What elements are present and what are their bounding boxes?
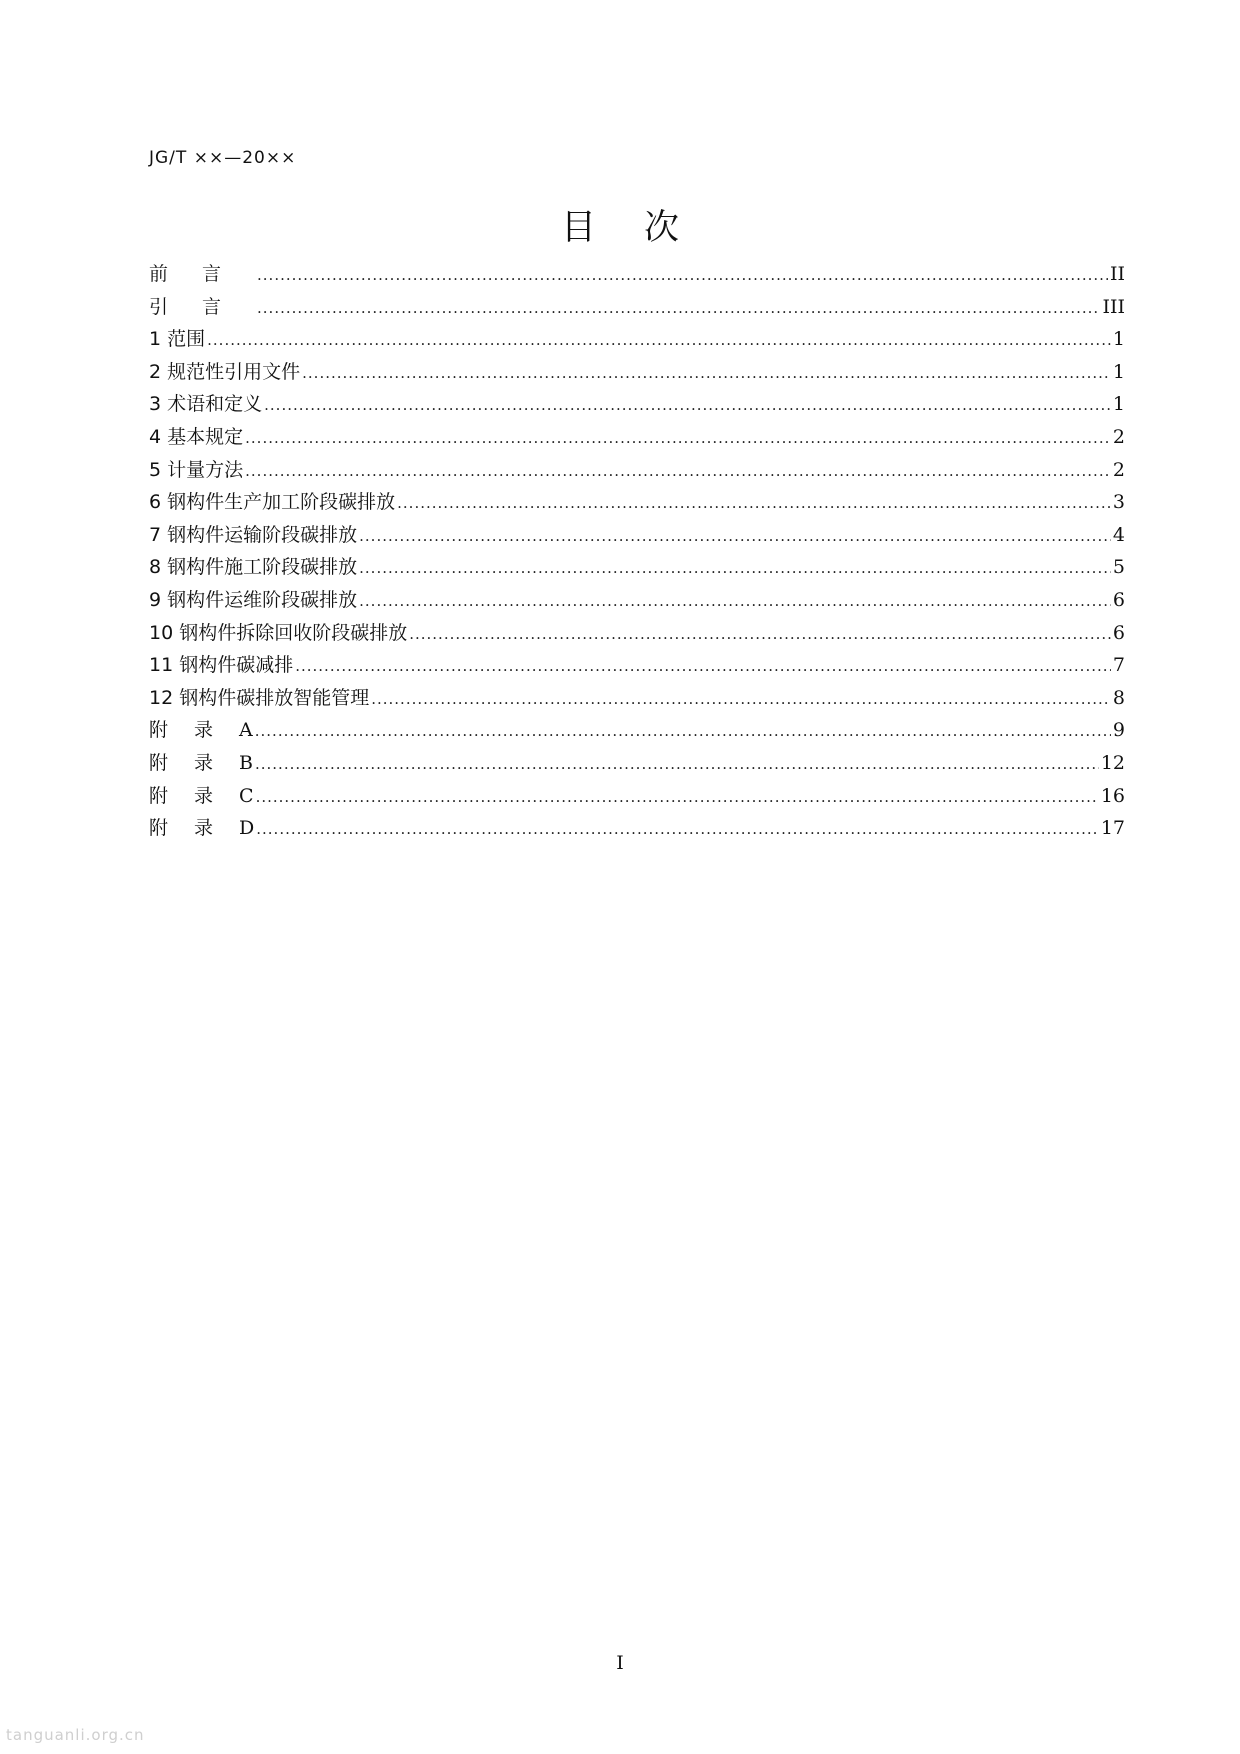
toc-entry-label: 8 钢构件施工阶段碳排放 [149,556,358,579]
table-of-contents [149,258,1125,845]
toc-entry-label: 5 计量方法 [149,458,244,481]
toc-entry-appendix-d[interactable] [149,812,1125,845]
toc-dot-leader [264,389,1111,422]
toc-entry-label [149,714,253,747]
toc-dot-leader [256,813,1099,846]
toc-entry-page: 4 [1112,523,1125,546]
toc-entry-9[interactable] [149,584,1125,617]
appendix-word: 附录 [149,719,240,742]
appendix-letter: D [239,817,255,840]
toc-entry-label: 12 钢构件碳排放智能管理 [149,686,370,709]
toc-entry-6[interactable] [149,486,1125,519]
toc-dot-leader [397,487,1111,520]
toc-entry-page: 3 [1112,491,1125,514]
toc-dot-leader [371,683,1111,716]
toc-dot-leader [245,455,1111,488]
toc-entry-label: 1 范围 [149,328,206,351]
toc-entry-page: 1 [1112,393,1125,416]
toc-dot-leader [257,259,1108,292]
toc-dot-leader [257,292,1100,325]
toc-dot-leader [359,520,1111,553]
toc-entry-page: 1 [1112,328,1125,351]
toc-dot-leader [256,781,1099,814]
watermark: tanguanli.org.cn [6,1726,145,1744]
appendix-letter: B [239,751,253,774]
toc-entry-page: 17 [1100,817,1125,840]
toc-entry-4[interactable] [149,421,1125,454]
toc-entry-label: 9 钢构件运维阶段碳排放 [149,588,358,611]
toc-entry-label [149,780,254,813]
toc-entry-1[interactable] [149,323,1125,356]
toc-entry-3[interactable] [149,388,1125,421]
toc-entry-appendix-b[interactable] [149,747,1125,780]
toc-entry-8[interactable] [149,551,1125,584]
toc-entry-appendix-a[interactable] [149,714,1125,747]
appendix-word: 附录 [149,784,240,807]
toc-entry-11[interactable] [149,649,1125,682]
toc-entry-page: 7 [1112,654,1125,677]
toc-dot-leader [302,357,1111,390]
toc-entry-10[interactable] [149,617,1125,650]
toc-entry-page: 16 [1100,784,1125,807]
toc-entry-label: 11 钢构件碳减排 [149,654,294,677]
toc-dot-leader [255,715,1111,748]
appendix-letter: A [239,719,253,742]
toc-entry-label: 4 基本规定 [149,425,244,448]
toc-entry-label: 10 钢构件拆除回收阶段碳排放 [149,621,408,644]
toc-entry-appendix-c[interactable] [149,780,1125,813]
toc-entry-foreword[interactable] [149,258,1125,291]
toc-entry-5[interactable] [149,454,1125,487]
toc-entry-label [149,747,253,780]
page-number: I [616,1652,624,1674]
toc-entry-page: 6 [1112,621,1125,644]
toc-title [0,200,1240,250]
toc-entry-label: 6 钢构件生产加工阶段碳排放 [149,491,396,514]
toc-entry-page: III [1102,295,1125,318]
toc-entry-page: 12 [1100,751,1125,774]
toc-entry-label: 2 规范性引用文件 [149,360,301,383]
toc-entry-page: 1 [1112,360,1125,383]
toc-dot-leader [409,618,1111,651]
toc-entry-page: 6 [1112,588,1125,611]
toc-entry-page: 8 [1112,686,1125,709]
toc-entry-page: II [1109,263,1125,285]
toc-dot-leader [207,324,1111,357]
toc-entry-page: 2 [1112,458,1125,481]
toc-entry-2[interactable] [149,356,1125,389]
toc-entry-page: 5 [1112,556,1125,579]
toc-title-char-2: 次 [644,208,680,248]
toc-dot-leader [245,422,1111,455]
toc-dot-leader [359,552,1111,585]
toc-entry-label: 引言 [149,295,256,318]
toc-entry-label: 3 术语和定义 [149,393,263,416]
toc-dot-leader [359,585,1111,618]
toc-dot-leader [295,650,1111,683]
toc-entry-page: 9 [1112,719,1125,742]
toc-entry-label: 7 钢构件运输阶段碳排放 [149,523,358,546]
toc-entry-introduction[interactable] [149,291,1125,324]
toc-entry-7[interactable] [149,519,1125,552]
toc-title-char-1: 目 [560,208,596,248]
toc-entry-page: 2 [1112,425,1125,448]
toc-entry-label: 前言 [149,263,256,285]
appendix-word: 附录 [149,751,240,774]
standard-code: JG/T ××—20×× [149,148,297,168]
toc-dot-leader [255,748,1099,781]
appendix-word: 附录 [149,817,240,840]
toc-entry-12[interactable] [149,682,1125,715]
appendix-letter: C [239,784,254,807]
toc-entry-label [149,812,254,845]
